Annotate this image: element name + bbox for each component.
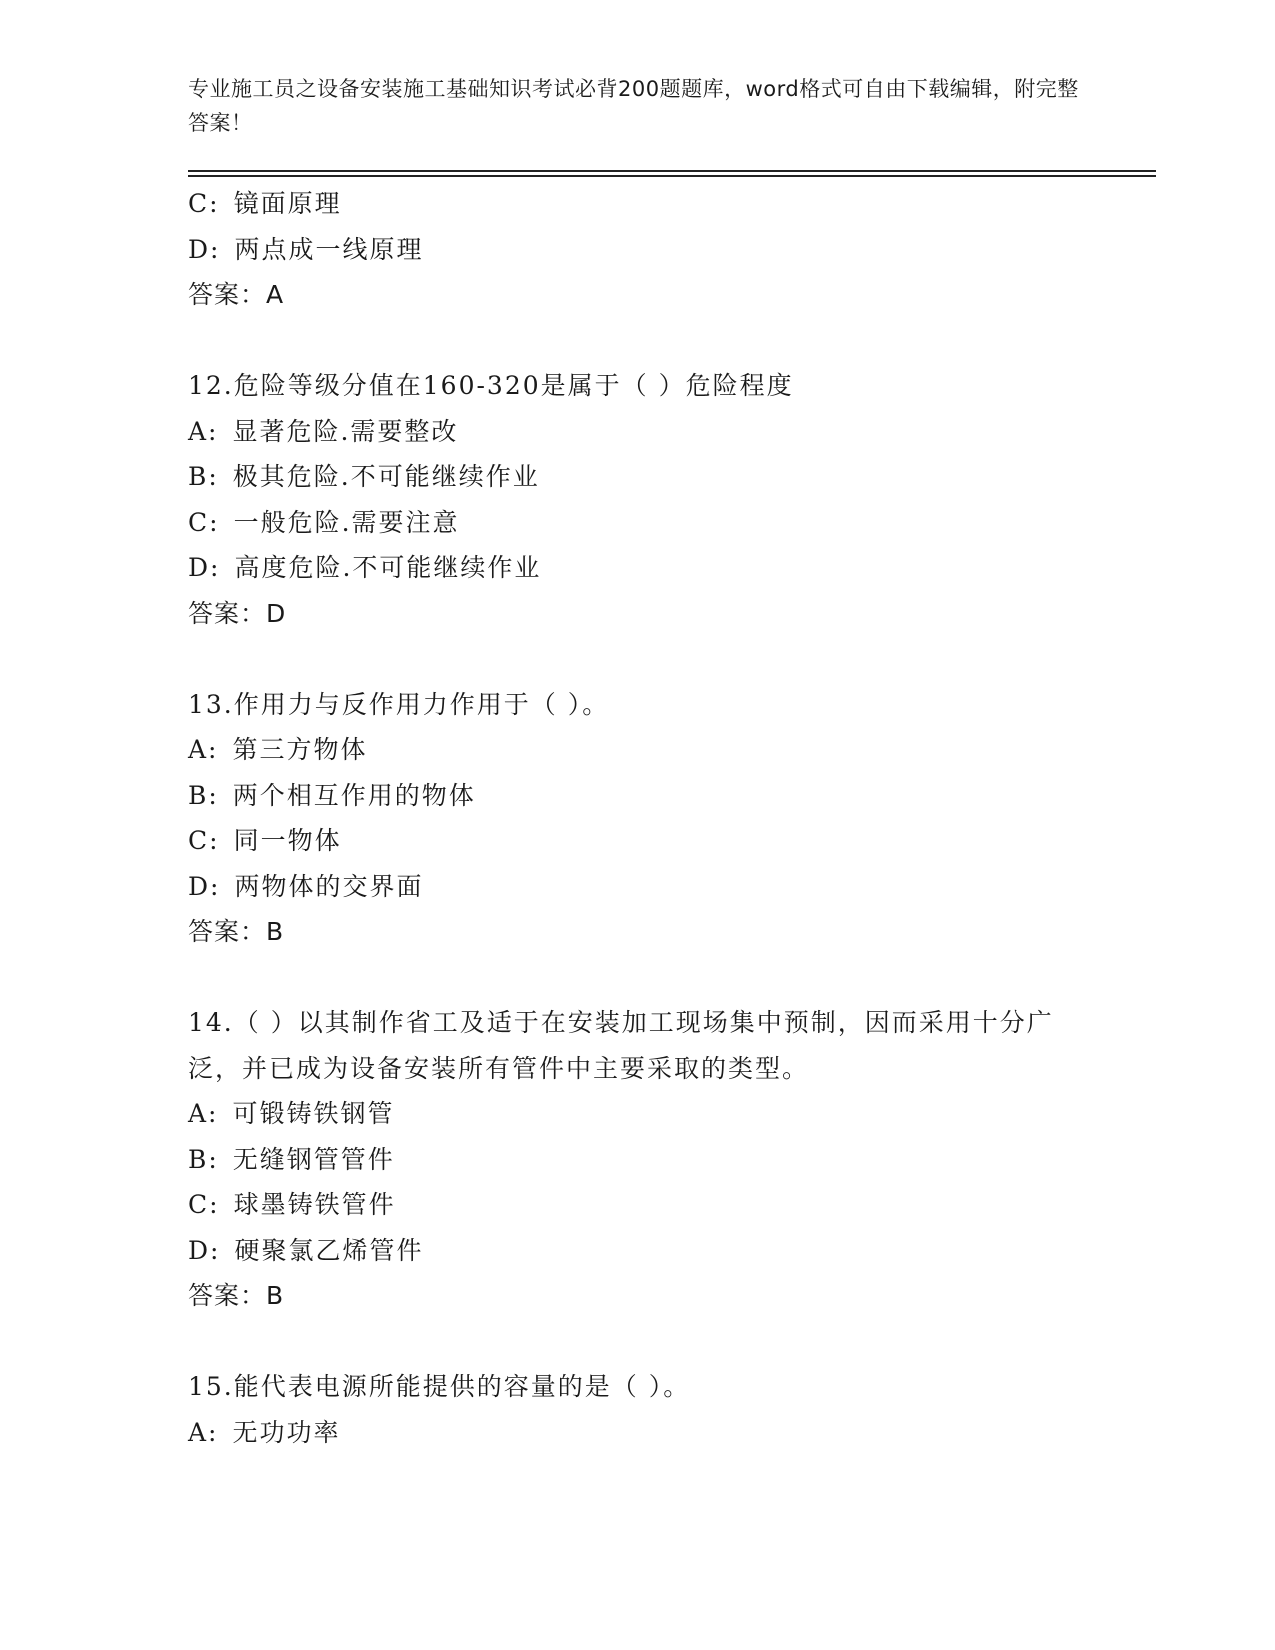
option-row — [188, 500, 1158, 546]
option-row — [188, 1228, 1158, 1274]
spacer — [188, 955, 1158, 1001]
option-key: C: — [188, 189, 220, 218]
option-key: D: — [188, 1235, 221, 1265]
option-key: B: — [188, 780, 219, 810]
option-text: 无功功率 — [232, 1417, 341, 1447]
option-text: 球墨铸铁管件 — [233, 1190, 396, 1219]
answer-line: 答案：B — [188, 1281, 285, 1310]
option-text: 同一物体 — [233, 826, 342, 855]
spacer — [188, 1319, 1158, 1365]
option-key: C: — [188, 826, 220, 855]
option-key: C: — [188, 1190, 220, 1219]
option-text: 两个相互作用的物体 — [232, 780, 476, 810]
option-row — [188, 227, 1158, 273]
answer-line: 答案：B — [188, 917, 285, 946]
divider-line-bottom — [188, 175, 1156, 177]
document-page — [188, 72, 1158, 1455]
option-text: 可锻铸铁钢管 — [232, 1099, 395, 1128]
option-row — [188, 864, 1158, 910]
question-text: 12.危险等级分值在160-320是属于（ ）危险程度 — [188, 371, 794, 400]
option-text: 镜面原理 — [233, 189, 342, 218]
option-key: A: — [188, 1099, 219, 1128]
option-text: 显著危险.需要整改 — [232, 416, 459, 446]
question-text: 14.（ ）以其制作省工及适于在安装加工现场集中预制，因而采用十分广泛，并已成为设备安装所有管件中主要采取的类型。 — [188, 1008, 1054, 1083]
option-row — [188, 818, 1158, 864]
option-key: A: — [188, 416, 219, 446]
option-row — [188, 727, 1158, 773]
answer-line: 答案：D — [188, 598, 287, 628]
question-content — [188, 181, 1158, 1455]
answer-line: 答案：A — [188, 280, 285, 309]
option-row — [188, 1137, 1158, 1183]
option-row — [188, 181, 1158, 227]
option-text: 两点成一线原理 — [234, 234, 424, 264]
question-text: 13.作用力与反作用力作用于（ ）。 — [188, 689, 610, 719]
option-row — [188, 1410, 1158, 1456]
question-text: 15.能代表电源所能提供的容量的是（ ）。 — [188, 1372, 691, 1401]
divider-line-top — [188, 170, 1156, 172]
header-divider — [188, 170, 1156, 177]
option-row — [188, 773, 1158, 819]
option-text: 极其危险.不可能继续作业 — [232, 462, 540, 491]
option-text: 无缝钢管管件 — [232, 1144, 395, 1174]
option-row — [188, 1091, 1158, 1137]
option-key: C: — [188, 507, 220, 537]
option-text: 高度危险.不可能继续作业 — [234, 553, 542, 582]
option-row — [188, 454, 1158, 500]
spacer — [188, 318, 1158, 364]
option-text: 硬聚氯乙烯管件 — [234, 1235, 424, 1265]
option-row — [188, 545, 1158, 591]
option-text: 两物体的交界面 — [234, 871, 424, 901]
option-text: 第三方物体 — [232, 735, 368, 764]
option-key: D: — [188, 553, 221, 582]
spacer — [188, 636, 1158, 682]
option-text: 一般危险.需要注意 — [233, 507, 460, 537]
option-row — [188, 1182, 1158, 1228]
document-header: 专业施工员之设备安装施工基础知识考试必背200题题库，word格式可自由下载编辑，附完整答案！ — [188, 77, 1079, 135]
option-key: A: — [188, 1417, 219, 1447]
option-key: D: — [188, 871, 221, 901]
option-key: B: — [188, 462, 219, 491]
option-row — [188, 409, 1158, 455]
option-key: A: — [188, 735, 219, 764]
option-key: B: — [188, 1144, 219, 1174]
option-key: D: — [188, 234, 221, 264]
